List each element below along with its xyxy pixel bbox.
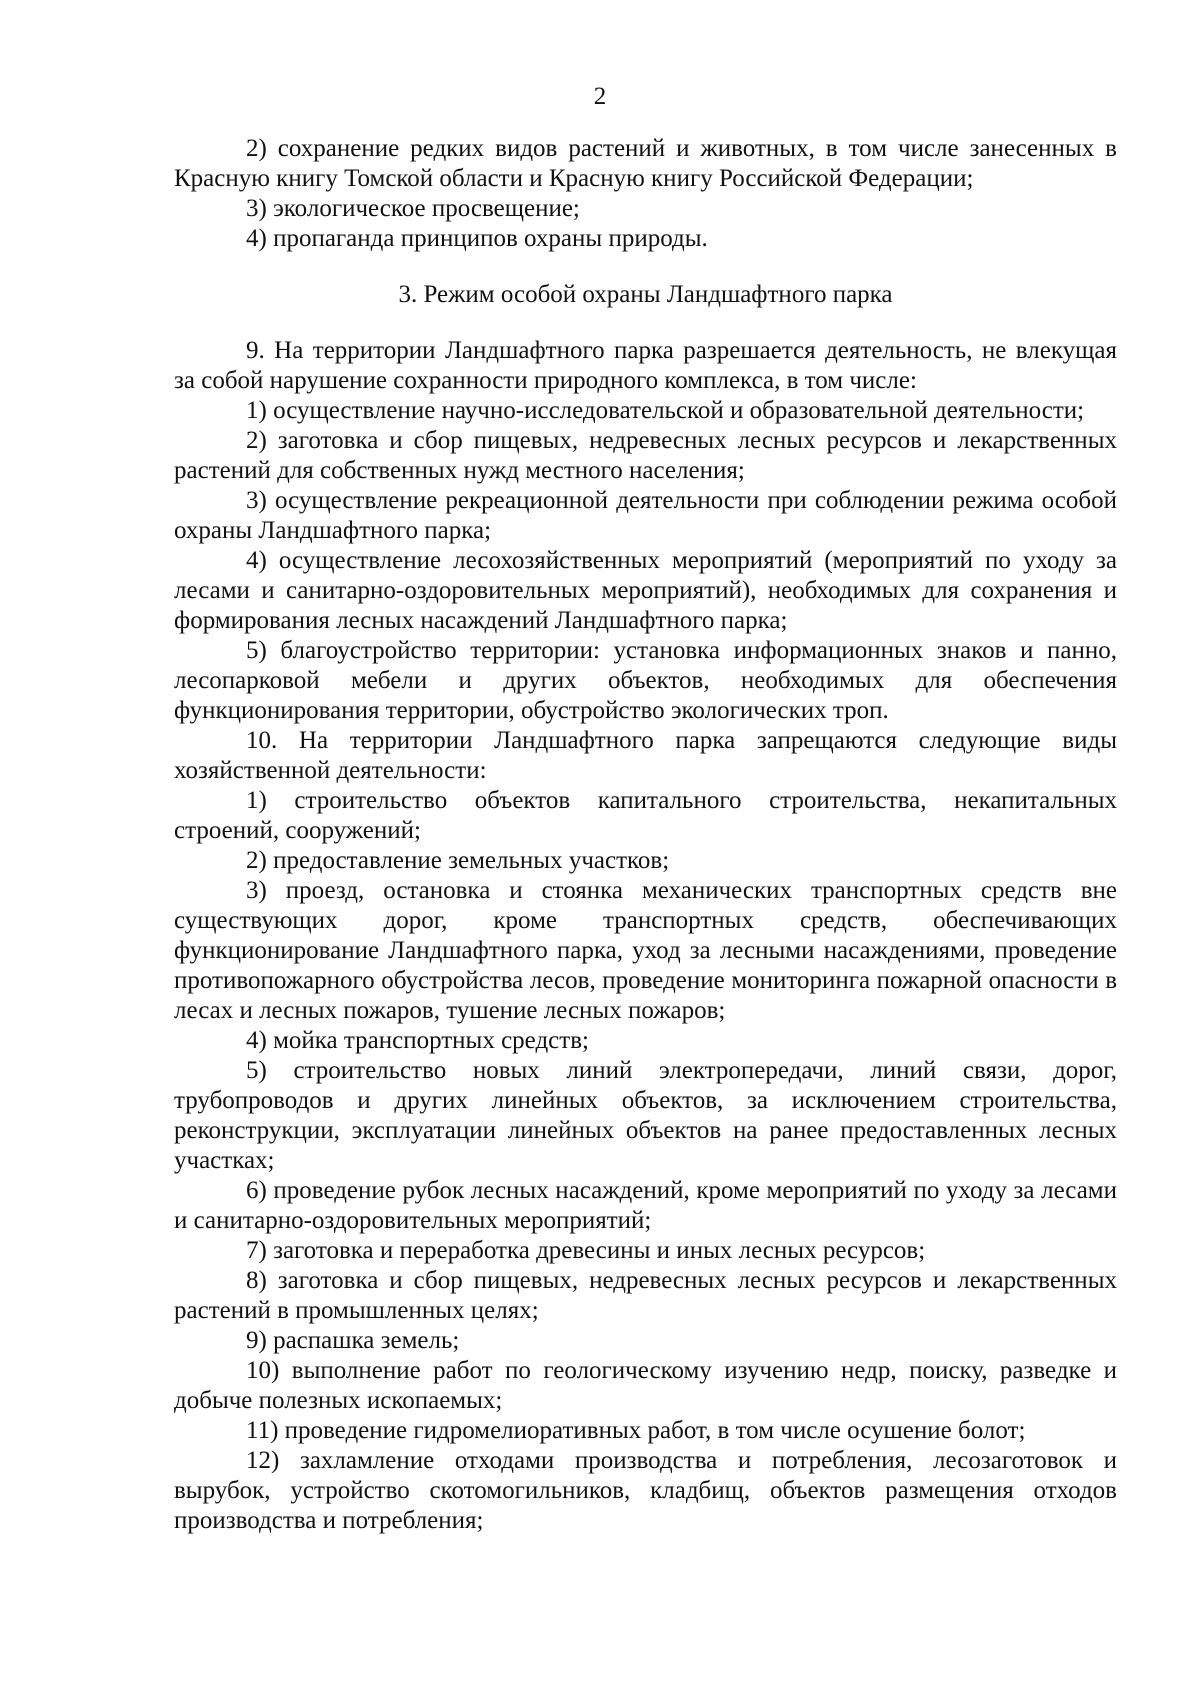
intro-item: 4) пропаганда принципов охраны природы.	[246, 225, 708, 252]
clause-10-item: 3) проезд, остановка и стоянка механических транспортных средств вне существующих дорог, кроме транспортных средств, обеспечивающих функционирование Ландшафтного парка, уход за лесными насаждениями, проведение противопожарного обустройства лесов, проведение мониторинга пожарной опасности в лесах и лесных пожаров, тушение лесных пожаров;	[174, 877, 1117, 1024]
clause-10: 10. На территории Ландшафтного парка запрещаются следующие виды хозяйственной деятельности:	[174, 727, 1117, 784]
clause-9-item: 5) благоустройство территории: установка информационных знаков и панно, лесопарковой мебели и других объектов, необходимых для обеспечения функционирования территории, обустройство экологических троп.	[174, 637, 1117, 724]
clause-10-item: 2) предоставление земельных участков;	[246, 847, 670, 874]
clause-10-item: 1) строительство объектов капитального строительства, некапитальных строений, сооружений;	[174, 787, 1117, 844]
clause-10-item: 6) проведение рубок лесных насаждений, кроме мероприятий по уходу за лесами и санитарно-оздоровительных мероприятий;	[174, 1177, 1117, 1234]
clause-9-item: 4) осуществление лесохозяйственных мероприятий (мероприятий по уходу за лесами и санитарно-оздоровительных мероприятий), необходимых для сохранения и формирования лесных насаждений Ландшафтного парка;	[174, 547, 1117, 634]
clause-9-item: 1) осуществление научно-исследовательской и образовательной деятельности;	[246, 397, 1085, 424]
clause-9-item: 2) заготовка и сбор пищевых, недревесных лесных ресурсов и лекарственных растений для собственных нужд местного населения;	[174, 427, 1117, 484]
clause-9-item: 3) осуществление рекреационной деятельности при соблюдении режима особой охраны Ландшафтного парка;	[174, 487, 1117, 544]
document-body	[174, 134, 1117, 1536]
clause-10-item: 5) строительство новых линий электропередачи, линий связи, дорог, трубопроводов и других линейных объектов, за исключением строительства, реконструкции, эксплуатации линейных объектов на ранее предоставленных лесных участках;	[174, 1057, 1117, 1174]
intro-item: 2) сохранение редких видов растений и животных, в том числе занесенных в Красную книгу Томской области и Красную книгу Российской Федерации;	[174, 135, 1117, 192]
intro-item: 3) экологическое просвещение;	[246, 195, 580, 222]
page-number: 2	[593, 83, 607, 110]
clause-10-item: 10) выполнение работ по геологическому изучению недр, поиску, разведке и добыче полезных ископаемых;	[174, 1357, 1117, 1414]
section-heading: 3. Режим особой охраны Ландшафтного парка	[398, 281, 893, 308]
clause-10-item: 8) заготовка и сбор пищевых, недревесных лесных ресурсов и лекарственных растений в промышленных целях;	[174, 1267, 1117, 1324]
clause-10-item: 7) заготовка и переработка древесины и иных лесных ресурсов;	[246, 1237, 926, 1264]
clause-10-item: 9) распашка земель;	[246, 1327, 460, 1354]
clause-9: 9. На территории Ландшафтного парка разрешается деятельность, не влекущая за собой нарушение сохранности природного комплекса, в том числе:	[174, 337, 1117, 394]
clause-10-item: 11) проведение гидромелиоративных работ, в том числе осушение болот;	[246, 1417, 1026, 1444]
clause-10-item: 12) захламление отходами производства и потребления, лесозаготовок и вырубок, устройство скотомогильников, кладбищ, объектов размещения отходов производства и потребления;	[174, 1447, 1117, 1534]
clause-10-item: 4) мойка транспортных средств;	[246, 1027, 589, 1054]
